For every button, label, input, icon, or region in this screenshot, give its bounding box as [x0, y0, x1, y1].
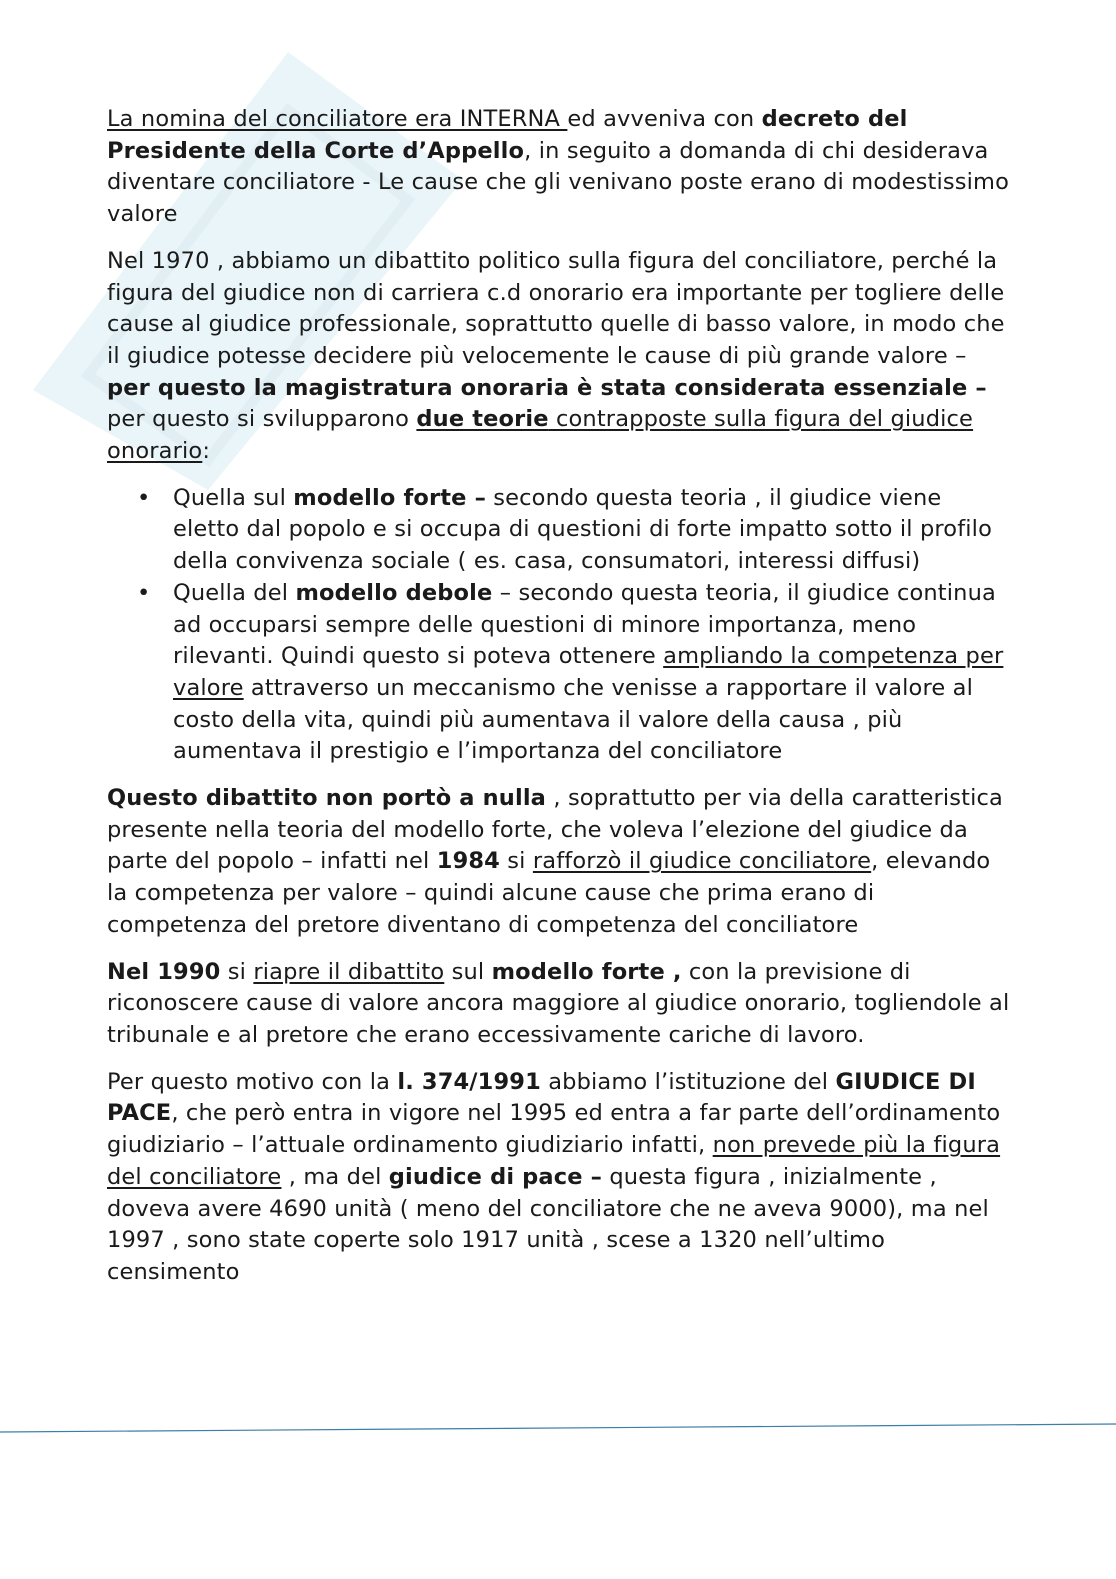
paragraph [107, 957, 1012, 1052]
text-run: : [202, 438, 211, 465]
bullet-item [173, 578, 1012, 768]
paragraph [107, 783, 1012, 942]
paragraphs-after [107, 783, 1012, 1289]
footer-separator-line [0, 1422, 1116, 1434]
text-run: per questo la magistratura onoraria è stata considerata essenziale – [107, 374, 987, 401]
text-run: due teorie [416, 406, 549, 433]
text-run: sul [444, 958, 492, 985]
bullet-item [173, 483, 1012, 578]
paragraphs-before [107, 104, 1012, 468]
text-run: abbiamo l’istituzione del [540, 1068, 836, 1095]
paragraph [107, 104, 1012, 231]
text-run: , soprattutto per via della caratteristica presente nella teoria del modello forte, che voleva l’elezione del giudice da parte del popolo – infatti nel [107, 785, 1003, 875]
text-run: si [220, 958, 254, 985]
text-run: Questo dibattito non portò a nulla [107, 785, 547, 812]
text-run: Nel 1970 , abbiamo un dibattito politico sulla figura del conciliatore, perché la figura del giudice non di carriera c.d onorario era importante per togliere delle cause al giudice professionale, soprattutto quelle di basso valore, in modo che il giudice potesse decidere più velocemente le cause di più grande valore – [107, 247, 1005, 369]
text-run: La nomina del conciliatore era INTERNA [107, 106, 568, 132]
text-run: si [500, 848, 533, 875]
text-run: giudice di pace – [388, 1163, 603, 1190]
text-run: modello forte – [293, 484, 486, 511]
text-run: , in seguito a domanda di chi desiderava diventare conciliatore - Le cause che gli venivano poste erano di modestissimo valore [107, 137, 1010, 228]
text-run: con la previsione di riconoscere cause di valore ancora maggiore al giudice onorario, togliendole al tribunale e al pretore che erano eccessivamente cariche di lavoro. [107, 958, 1010, 1048]
text-run: Quella del [173, 579, 296, 606]
text-run: 1984 [436, 848, 500, 875]
text-run: , che però entra in vigore nel 1995 ed entra a far parte dell’ordinamento giudiziario – l’attuale ordinamento giudiziario infatti, [107, 1100, 1001, 1159]
text-run: questa figura , inizialmente , doveva avere 4690 unità ( meno del conciliatore che ne aveva 9000), ma nel 1997 , sono state coperte solo 1917 unità , scese a 1320 nell’ultimo censimento [107, 1163, 989, 1285]
text-run: modello debole [295, 579, 493, 606]
text-run: non prevede più la figura del conciliatore [107, 1132, 1001, 1190]
text-run: – secondo questa teoria, il giudice continua ad occuparsi sempre delle questioni di minore importanza, meno rilevanti. Quindi questo si poteva ottenere [173, 579, 996, 670]
text-run: ed avveniva con [567, 106, 762, 132]
text-run: GIUDICE DI PACE [107, 1068, 976, 1127]
paragraph [107, 246, 1012, 468]
text-run: riapre il dibattito [253, 958, 445, 985]
text-run: l. 374/1991 [397, 1068, 541, 1095]
text-run: decreto del Presidente della Corte d’Appello [107, 106, 908, 164]
text-run: ampliando la competenza per valore [173, 643, 1004, 701]
text-run: modello forte , [491, 958, 682, 985]
text-run: attraverso un meccanismo che venisse a rapportare il valore al costo della vita, quindi più aumentava il valore della causa , più aumentava il prestigio e l’importanza del conciliatore [173, 674, 973, 765]
text-run: , elevando la competenza per valore – quindi alcune cause che prima erano di competenza del pretore diventano di competenza del conciliatore [107, 848, 991, 938]
text-run: per questo si svilupparono [107, 406, 417, 433]
bullet-list [107, 483, 1012, 768]
text-run: secondo questa teoria , il giudice viene eletto dal popolo e si occupa di questioni di forte impatto sotto il profilo della convivenza sociale ( es. casa, consumatori, interessi diffusi) [173, 484, 992, 575]
text-run: rafforzò il giudice conciliatore [532, 848, 872, 875]
document-body [107, 104, 1012, 1304]
text-run: Per questo motivo con la [107, 1068, 398, 1095]
text-run: contrapposte sulla figura del giudice onorario [107, 406, 974, 465]
text-run: , ma del [281, 1163, 389, 1190]
text-run: Quella sul [173, 484, 294, 511]
text-run: Nel 1990 [107, 958, 221, 985]
paragraph [107, 1067, 1012, 1289]
